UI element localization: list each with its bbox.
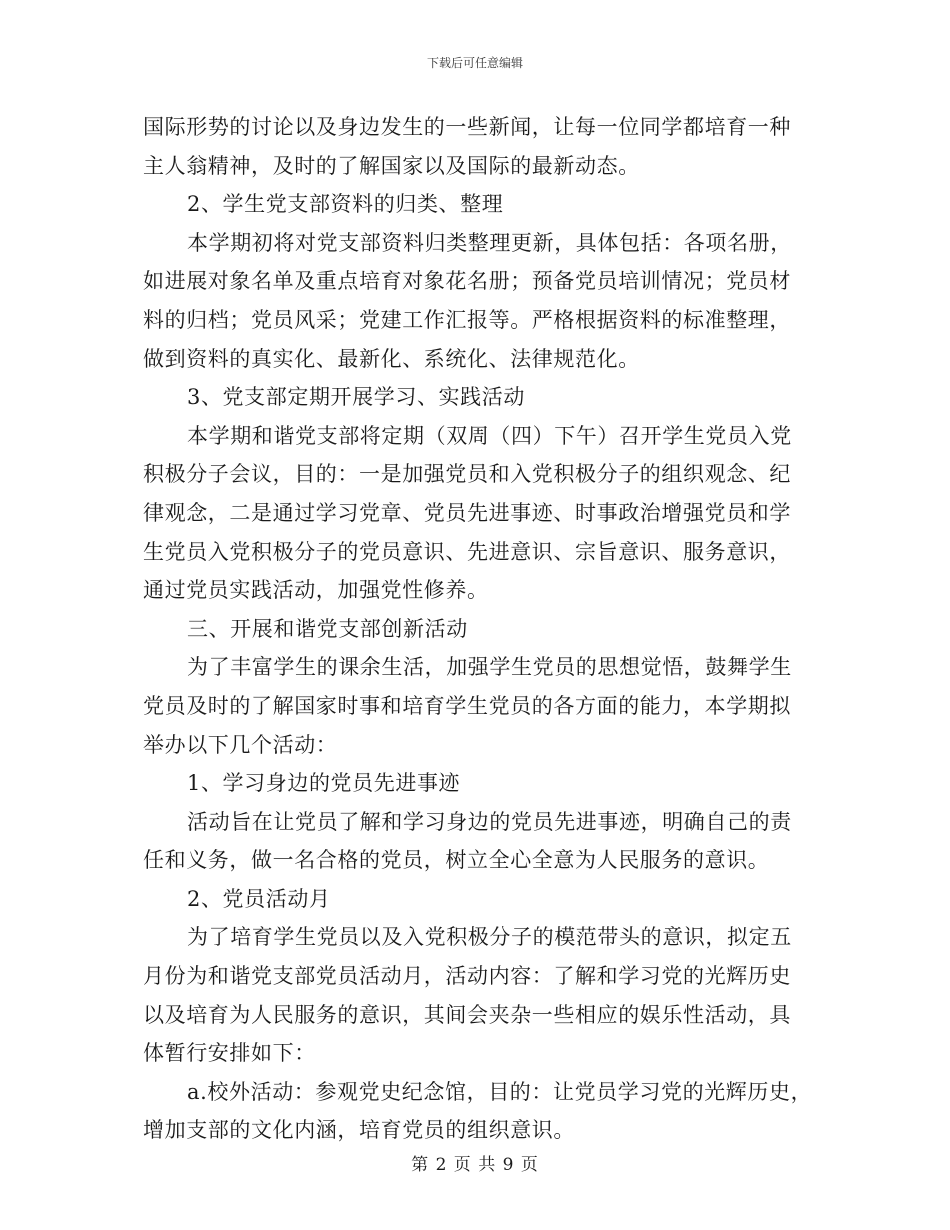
text-line: 如进展对象名单及重点培育对象花名册；预备党员培训情况；党员材	[143, 269, 791, 294]
text-line: 三、开展和谐党支部创新活动	[187, 616, 468, 641]
text-line: 2、党员活动月	[187, 886, 331, 911]
text-line: 以及培育为人民服务的意识，其间会夹杂一些相应的娱乐性活动，具	[143, 1002, 791, 1027]
page-number-footer: 第 2 页 共 9 页	[411, 1155, 539, 1175]
text-line: 国际形势的讨论以及身边发生的一些新闻，让每一位同学都培育一种	[143, 115, 791, 139]
text-line: 增加支部的文化内涵，培育党员的组织意识。	[143, 1118, 575, 1143]
text-line: 律观念，二是通过学习党章、党员先进事迹、时事政治增强党员和学	[143, 500, 791, 525]
text-line: 体暂行安排如下：	[143, 1041, 316, 1066]
text-line: 党员及时的了解国家时事和培育学生党员的各方面的能力，本学期拟	[143, 693, 791, 718]
text-line: 举办以下几个活动：	[143, 732, 338, 757]
document-body	[143, 108, 813, 1150]
text-line: 生党员入党积极分子的党员意识、先进意识、宗旨意识、服务意识，	[143, 539, 791, 564]
text-line: 本学期初将对党支部资料归类整理更新，具体包括：各项名册，	[187, 230, 792, 255]
text-line: 为了培育学生党员以及入党积极分子的模范带头的意识，拟定五	[187, 925, 792, 950]
header-note: 下载后可任意编辑	[426, 56, 523, 70]
text-line: 月份为和谐党支部党员活动月，活动内容：了解和学习党的光辉历史	[143, 964, 791, 989]
text-line: 主人翁精神，及时的了解国家以及国际的最新动态。	[143, 153, 640, 178]
text-line: 本学期和谐党支部将定期（双周（四）下午）召开学生党员入党	[187, 423, 792, 448]
text-line: 通过党员实践活动，加强党性修养。	[143, 578, 489, 603]
text-line: 任和义务，做一名合格的党员，树立全心全意为人民服务的意识。	[143, 848, 770, 873]
text-line: 为了丰富学生的课余生活，加强学生党员的思想觉悟，鼓舞学生	[187, 655, 792, 680]
text-line: a.校外活动：参观党史纪念馆，目的：让党员学习党的光辉历史，	[187, 1079, 813, 1104]
text-line: 积极分子会议，目的：一是加强党员和入党积极分子的组织观念、纪	[143, 462, 791, 487]
text-line: 料的归档；党员风采；党建工作汇报等。严格根据资料的标准整理，	[143, 307, 791, 332]
text-line: 活动旨在让党员了解和学习身边的党员先进事迹，明确自己的责	[187, 809, 792, 834]
text-line: 3、党支部定期开展学习、实践活动	[187, 385, 525, 410]
text-line: 1、学习身边的党员先进事迹	[187, 771, 461, 796]
text-line: 做到资料的真实化、最新化、系统化、法律规范化。	[143, 346, 640, 371]
text-line: 2、学生党支部资料的归类、整理	[187, 192, 504, 217]
